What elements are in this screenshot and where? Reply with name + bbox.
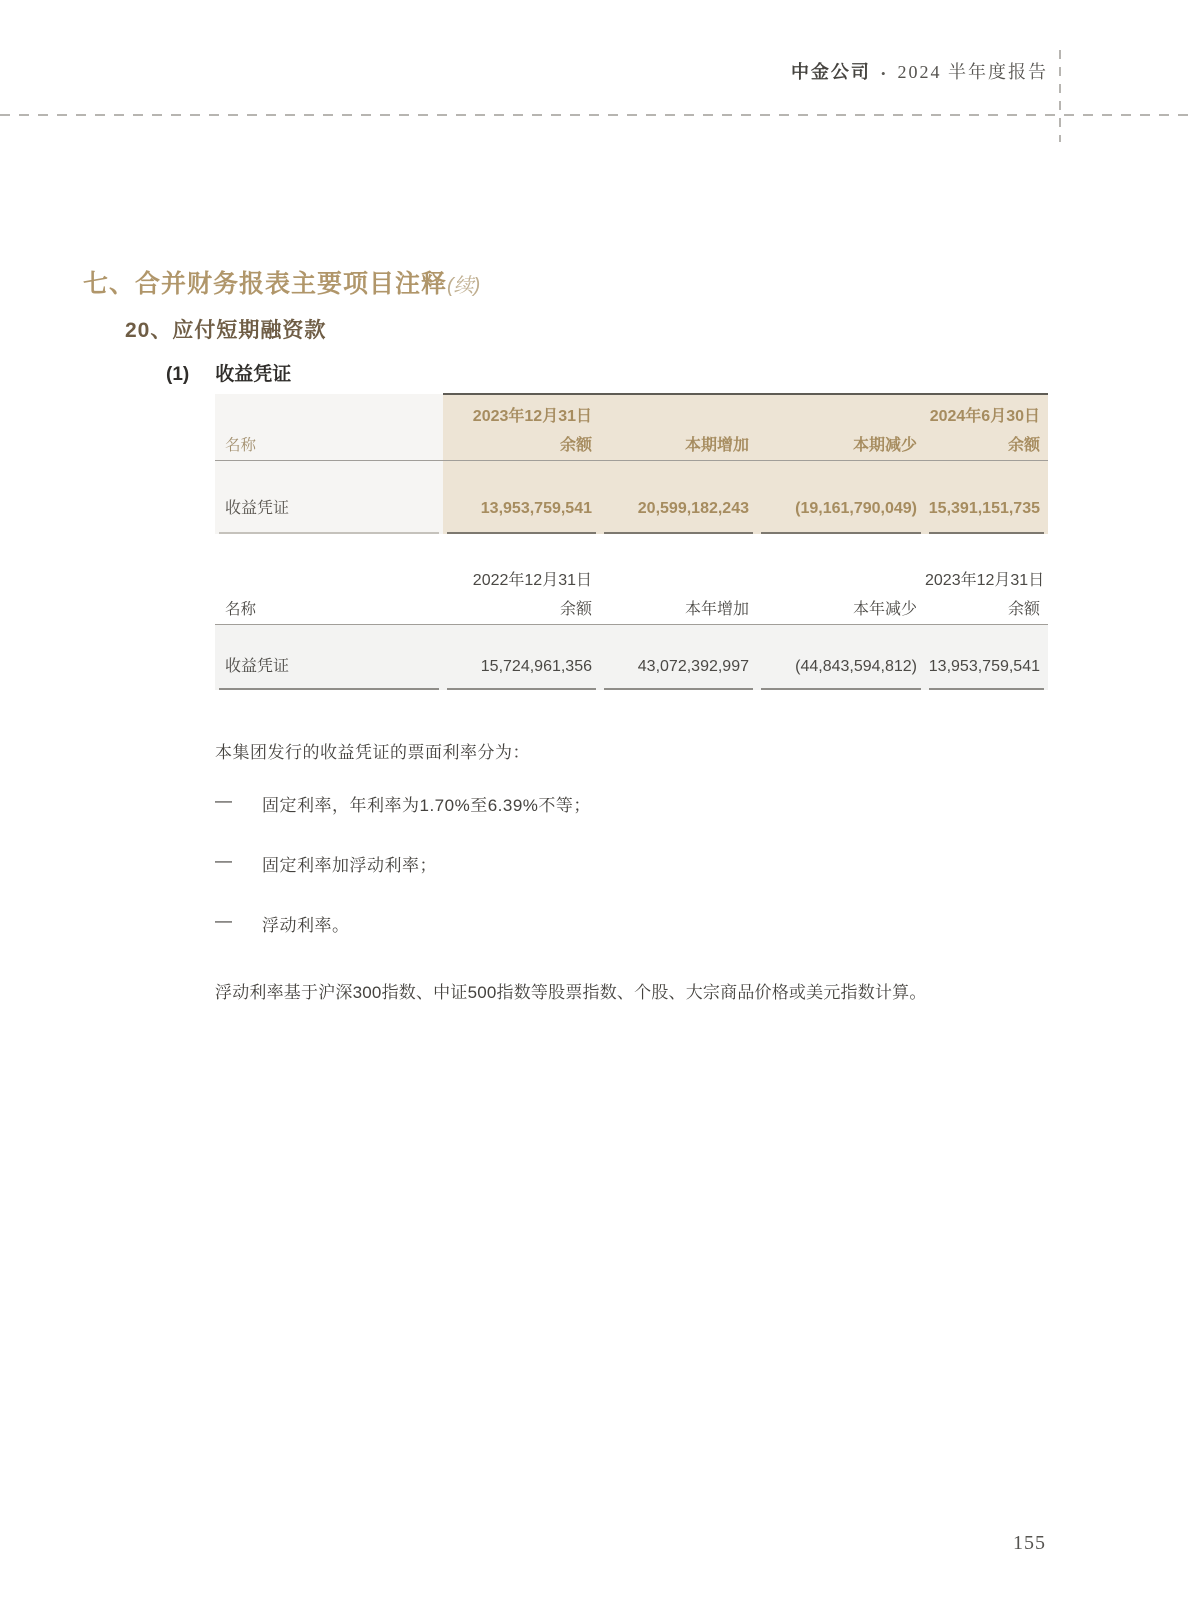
empty-cell: [600, 558, 757, 592]
notes-intro: 本集团发行的收益凭证的票面利率分为：: [215, 743, 530, 762]
table-current-period: [215, 393, 1048, 534]
value-opening-balance: 15,724,961,356: [443, 624, 600, 690]
col-header-increase: 本年增加: [600, 592, 757, 624]
horizontal-dashed-rule: [0, 114, 1190, 116]
col-header-decrease: 本期减少: [757, 428, 925, 460]
note-bullet: [215, 851, 437, 876]
value-decrease: (44,843,594,812): [757, 624, 925, 690]
item-title: [166, 359, 291, 386]
dash-bullet-icon: —: [215, 851, 233, 870]
col-date: 2023年12月31日: [443, 394, 600, 428]
col-header-decrease: 本年减少: [757, 592, 925, 624]
value-increase: 20,599,182,243: [600, 460, 757, 534]
page-number: 155: [1013, 1532, 1046, 1554]
empty-cell: [757, 394, 925, 428]
empty-cell: [215, 558, 443, 592]
table-prior-period: [215, 558, 1048, 690]
value-increase: 43,072,392,997: [600, 624, 757, 690]
item-label: 收益凭证: [215, 364, 292, 385]
col-date: 2022年12月31日: [472, 572, 592, 589]
dash-bullet-icon: —: [215, 791, 233, 810]
table-row: [215, 624, 1048, 690]
table-row: [215, 460, 1048, 534]
col-date: 2024年6月30日: [925, 394, 1048, 428]
header-separator-dot: •: [880, 66, 888, 81]
table-header-row: [215, 428, 1048, 460]
value-closing-balance: 15,391,151,735: [925, 460, 1048, 534]
section-title-text: 七、合并财务报表主要项目注释: [83, 270, 448, 298]
running-header: [791, 58, 1048, 84]
col-date: 2023年12月31日: [925, 572, 1045, 589]
note-bullet-text: 固定利率加浮动利率；: [262, 856, 437, 875]
col-header-name: 名称: [215, 428, 443, 460]
table-header-row: [215, 592, 1048, 624]
value-opening-balance: 13,953,759,541: [443, 460, 600, 534]
table-row: [215, 558, 1048, 592]
empty-cell: [215, 394, 443, 428]
note-bullet-text: 浮动利率。: [262, 916, 350, 935]
col-header-balance: 余额: [925, 428, 1048, 460]
row-name: 收益凭证: [215, 624, 443, 690]
empty-cell: [600, 394, 757, 428]
table-row: [215, 394, 1048, 428]
note-bullet-text: 固定利率，年利率为1.70%至6.39%不等；: [262, 796, 591, 815]
col-header-increase: 本期增加: [600, 428, 757, 460]
notes-closing: 浮动利率基于沪深300指数、中证500指数等股票指数、个股、大宗商品价格或美元指数计算。: [215, 983, 927, 1002]
dash-bullet-icon: —: [215, 911, 233, 930]
note-bullet: [215, 791, 591, 816]
section-title-continued: (续): [447, 275, 481, 297]
vertical-dashed-rule: [1059, 50, 1061, 142]
empty-cell: [757, 558, 925, 592]
company-name: 中金公司: [790, 62, 871, 82]
value-closing-balance: 13,953,759,541: [925, 624, 1048, 690]
section-title: [83, 264, 480, 300]
row-name: 收益凭证: [215, 460, 443, 534]
report-title: 2024 半年度报告: [897, 62, 1048, 82]
note-bullet: [215, 911, 350, 936]
subsection-title: 20、应付短期融资款: [125, 319, 327, 342]
col-header-balance: 余额: [443, 592, 600, 624]
item-number: (1): [166, 364, 190, 385]
col-header-balance: 余额: [443, 428, 600, 460]
col-header-name: 名称: [215, 592, 443, 624]
value-decrease: (19,161,790,049): [757, 460, 925, 534]
col-header-balance: 余额: [925, 592, 1048, 624]
